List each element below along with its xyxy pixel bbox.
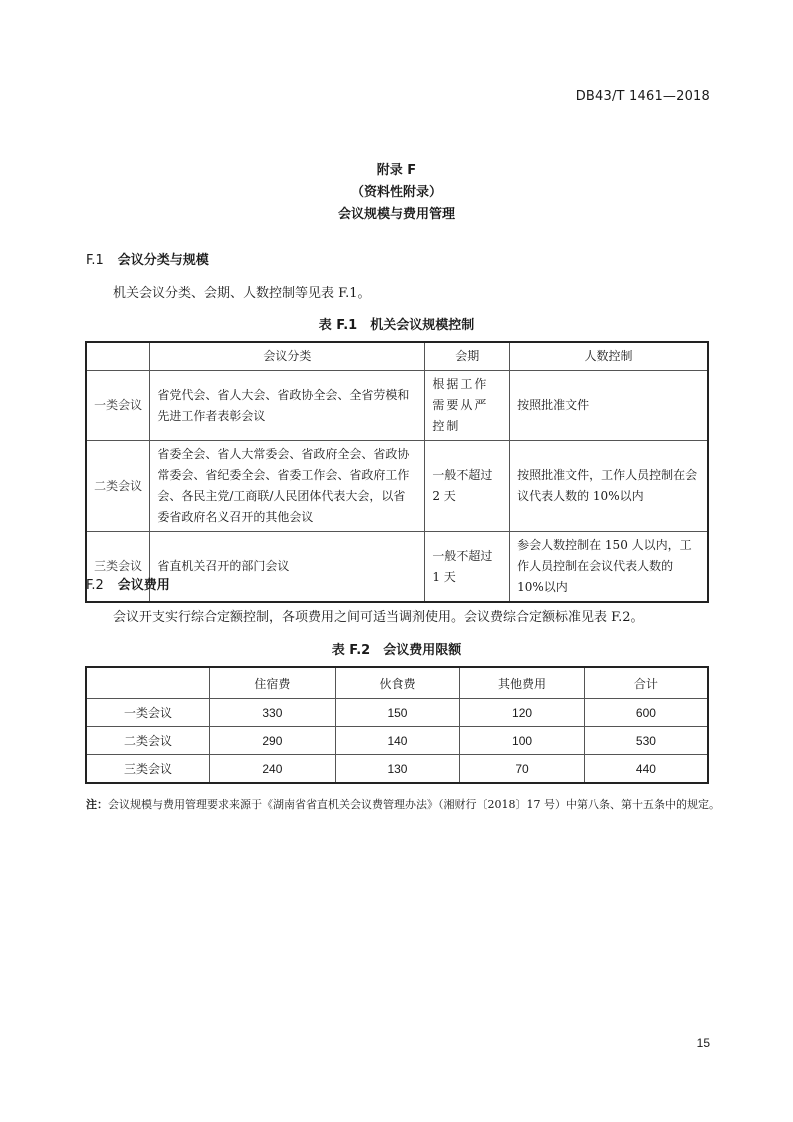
- header-cell: 住宿费: [210, 667, 336, 699]
- duration-cell: 一般不超过 1 天: [425, 532, 510, 603]
- header-cell: 会期: [425, 342, 510, 371]
- section-number: F.2: [86, 578, 104, 593]
- appendix-subtitle: （资料性附录）: [350, 185, 442, 200]
- section-f2-heading: [86, 574, 170, 593]
- table-f1: [85, 341, 709, 603]
- headcount-cell: 参会人数控制在 150 人以内，工作人员控制在会议代表人数的 10%以内: [510, 532, 708, 603]
- section-f2-body: 会议开支实行综合定额控制，各项费用之间可适当调剂使用。会议费综合定额标准见表 F.2。: [113, 610, 644, 625]
- note-label: 注：: [86, 798, 108, 811]
- category-cell: 二类会议: [86, 727, 210, 755]
- table-note: [86, 796, 720, 812]
- lodging-cell: 290: [210, 727, 336, 755]
- category-cell: 一类会议: [86, 699, 210, 727]
- section-f1-heading: [86, 249, 209, 268]
- headcount-cell: 按照批准文件: [510, 371, 708, 441]
- header-cell: 人数控制: [510, 342, 708, 371]
- meals-cell: 140: [335, 727, 460, 755]
- lodging-cell: 330: [210, 699, 336, 727]
- headcount-cell: 按照批准文件，工作人员控制在会议代表人数的 10%以内: [510, 441, 708, 532]
- other-cell: 120: [460, 699, 585, 727]
- table-header-row: [86, 342, 708, 371]
- table-row: [86, 727, 708, 755]
- header-cell: 伙食费: [335, 667, 460, 699]
- duration-cell: 根据工作需要从严控制: [425, 371, 510, 441]
- header-cell: 会议分类: [150, 342, 425, 371]
- scope-cell: 省党代会、省人大会、省政协全会、全省劳模和先进工作者表彰会议: [150, 371, 425, 441]
- duration-cell: 一般不超过 2 天: [425, 441, 510, 532]
- section-f1-body: 机关会议分类、会期、人数控制等见表 F.1。: [113, 286, 371, 301]
- header-cell: [86, 667, 210, 699]
- category-cell: 三类会议: [86, 532, 150, 603]
- total-cell: 440: [584, 755, 708, 784]
- table-f2: [85, 666, 709, 784]
- other-cell: 100: [460, 727, 585, 755]
- header-cell: 其他费用: [460, 667, 585, 699]
- category-cell: 二类会议: [86, 441, 150, 532]
- meals-cell: 130: [335, 755, 460, 784]
- section-title: 会议分类与规模: [117, 253, 209, 268]
- total-cell: 530: [584, 727, 708, 755]
- scope-cell: 省委全会、省人大常委会、省政府全会、省政协常委会、省纪委全会、省委工作会、省政府工作会、各民主党/工商联/人民团体代表大会，以省委省政府名义召开的其他会议: [150, 441, 425, 532]
- section-title: 会议费用: [117, 578, 170, 593]
- header-cell: 合计: [584, 667, 708, 699]
- table-row: [86, 441, 708, 532]
- table-row: [86, 699, 708, 727]
- table-row: [86, 532, 708, 603]
- scope-cell: 省直机关召开的部门会议: [150, 532, 425, 603]
- total-cell: 600: [584, 699, 708, 727]
- category-cell: 一类会议: [86, 371, 150, 441]
- document-code: DB43/T 1461—2018: [575, 89, 710, 104]
- meals-cell: 150: [335, 699, 460, 727]
- note-text: 会议规模与费用管理要求来源于《湖南省省直机关会议费管理办法》（湘财行〔2018〕17 号）中第八条、第十五条中的规定。: [108, 798, 720, 811]
- appendix-title: 附录 F: [376, 163, 417, 178]
- table-header-row: [86, 667, 708, 699]
- page-number: 15: [696, 1036, 710, 1050]
- table-row: [86, 371, 708, 441]
- lodging-cell: 240: [210, 755, 336, 784]
- table-row: [86, 755, 708, 784]
- category-cell: 三类会议: [86, 755, 210, 784]
- table-f2-caption: 表 F.2 会议费用限额: [331, 643, 462, 658]
- appendix-heading: [0, 160, 793, 226]
- header-cell: [86, 342, 150, 371]
- other-cell: 70: [460, 755, 585, 784]
- table-f1-caption: 表 F.1 机关会议规模控制: [318, 318, 475, 333]
- section-number: F.1: [86, 253, 104, 268]
- appendix-name: 会议规模与费用管理: [337, 207, 455, 222]
